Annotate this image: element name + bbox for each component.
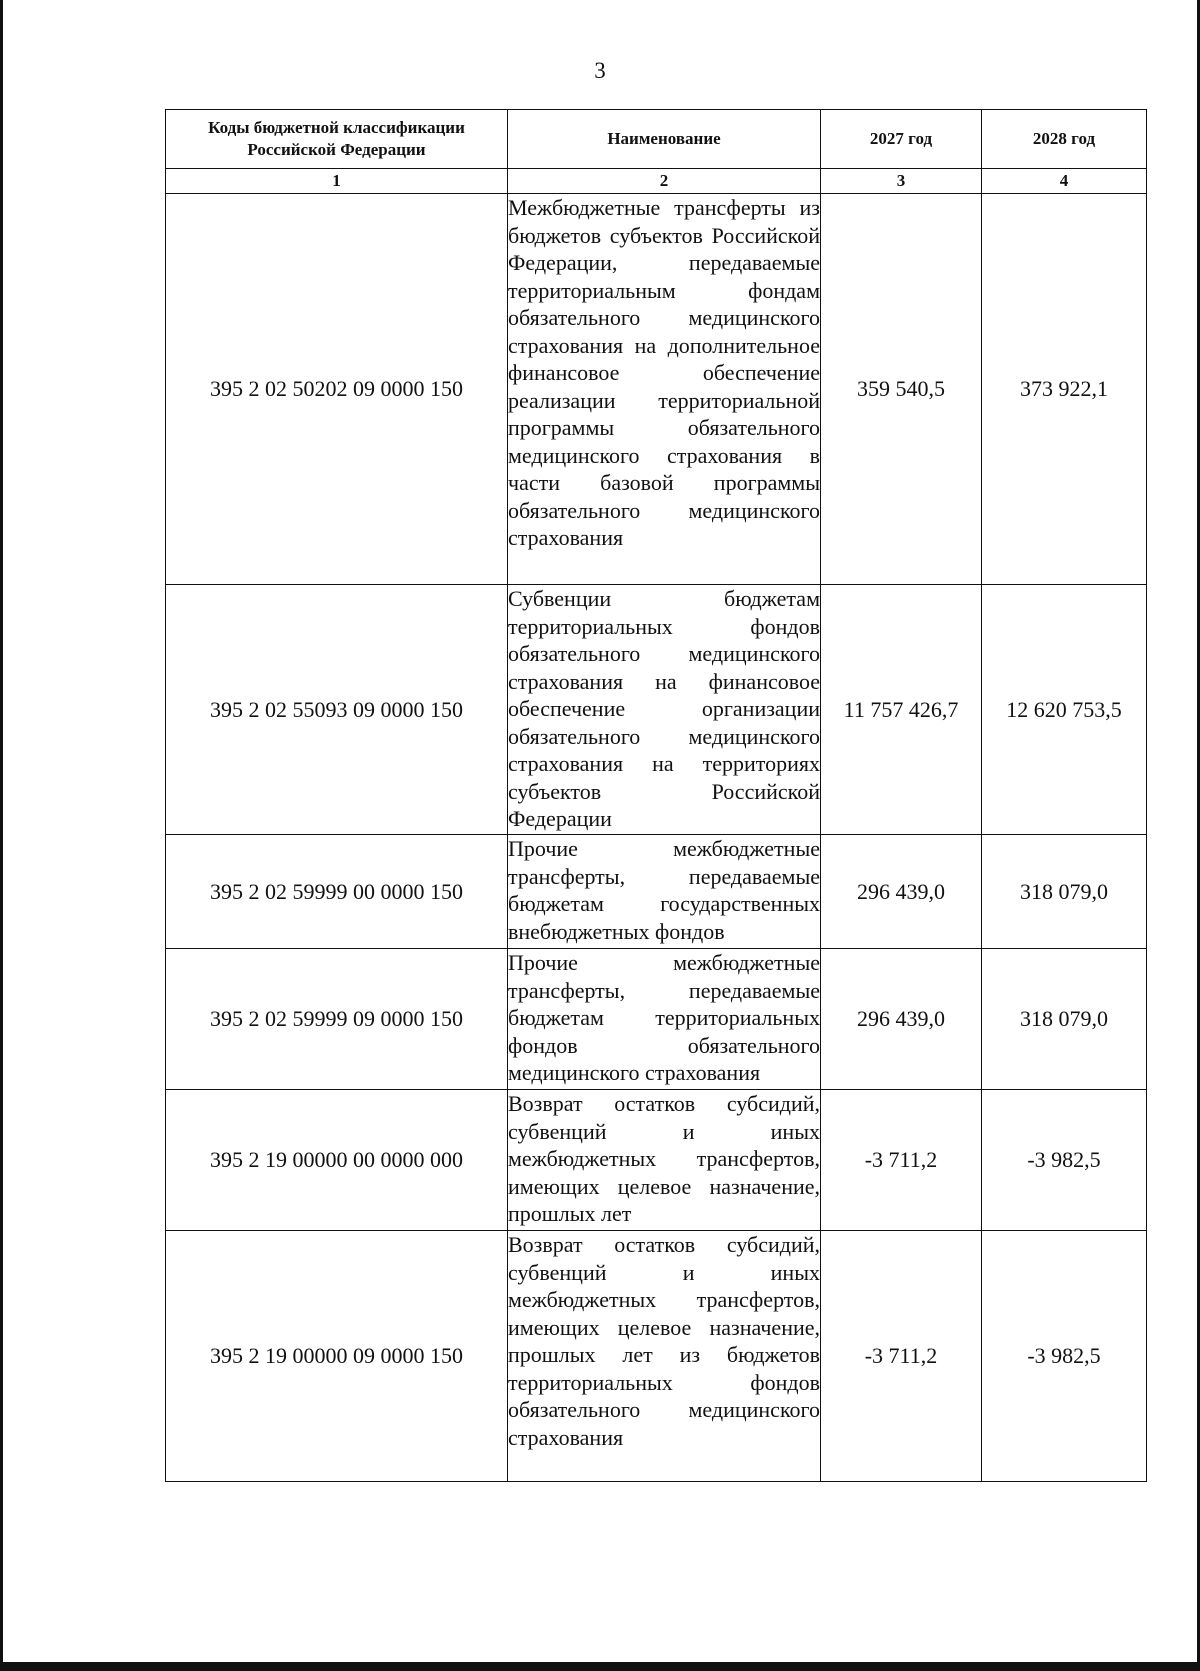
value-2028: -3 982,5 [982, 1090, 1147, 1231]
column-number: 1 [166, 169, 508, 194]
value-2027: 296 439,0 [821, 835, 982, 949]
value-2027: 11 757 426,7 [821, 585, 982, 835]
page-border-left [0, 0, 3, 1671]
header-codes: Коды бюджетной классификации Российской Федерации [166, 110, 508, 169]
header-year-2028: 2028 год [982, 110, 1147, 169]
value-2028: -3 982,5 [982, 1231, 1147, 1482]
value-2028: 318 079,0 [982, 835, 1147, 949]
column-number: 3 [821, 169, 982, 194]
value-2027: 296 439,0 [821, 949, 982, 1090]
item-name: Межбюджетные трансферты из бюджетов субъектов Российской Федерации, передаваемые территориальным фондам обязательного медицинского страхования на дополнительное финансовое обеспечение реализации территориальной программы обязательного медицинского страхования в части базовой программы обязательного медицинского страхования [508, 194, 821, 585]
page-number: 3 [594, 58, 606, 83]
column-number: 4 [982, 169, 1147, 194]
table-row [166, 949, 1147, 1090]
budget-code: 395 2 19 00000 09 0000 150 [166, 1231, 508, 1482]
value-2027: -3 711,2 [821, 1231, 982, 1482]
budget-table [165, 109, 1147, 1482]
budget-code: 395 2 02 59999 00 0000 150 [166, 835, 508, 949]
item-name: Прочие межбюджетные трансферты, передаваемые бюджетам государственных внебюджетных фондов [508, 835, 821, 949]
value-2027: 359 540,5 [821, 194, 982, 585]
table-row [166, 1090, 1147, 1231]
value-2027: -3 711,2 [821, 1090, 982, 1231]
table-row [166, 585, 1147, 835]
header-row [166, 110, 1147, 169]
budget-code: 395 2 02 59999 09 0000 150 [166, 949, 508, 1090]
page-border-bottom [0, 1662, 1200, 1671]
item-name: Прочие межбюджетные трансферты, передаваемые бюджетам территориальных фондов обязательного медицинского страхования [508, 949, 821, 1090]
table-row [166, 835, 1147, 949]
item-name: Субвенции бюджетам территориальных фондов обязательного медицинского страхования на финансовое обеспечение организации обязательного медицинского страхования на территориях субъектов Российской Федерации [508, 585, 821, 835]
table-row [166, 194, 1147, 585]
item-name: Возврат остатков субсидий, субвенций и иных межбюджетных трансфертов, имеющих целевое назначение, прошлых лет из бюджетов территориальных фондов обязательного медицинского страхования [508, 1231, 821, 1482]
column-number: 2 [508, 169, 821, 194]
column-number-row [166, 169, 1147, 194]
table-row [166, 1231, 1147, 1482]
header-year-2027: 2027 год [821, 110, 982, 169]
budget-code: 395 2 02 55093 09 0000 150 [166, 585, 508, 835]
value-2028: 12 620 753,5 [982, 585, 1147, 835]
item-name: Возврат остатков субсидий, субвенций и иных межбюджетных трансфертов, имеющих целевое назначение, прошлых лет [508, 1090, 821, 1231]
budget-code: 395 2 02 50202 09 0000 150 [166, 194, 508, 585]
budget-code: 395 2 19 00000 00 0000 000 [166, 1090, 508, 1231]
value-2028: 318 079,0 [982, 949, 1147, 1090]
value-2028: 373 922,1 [982, 194, 1147, 585]
header-name: Наименование [508, 110, 821, 169]
